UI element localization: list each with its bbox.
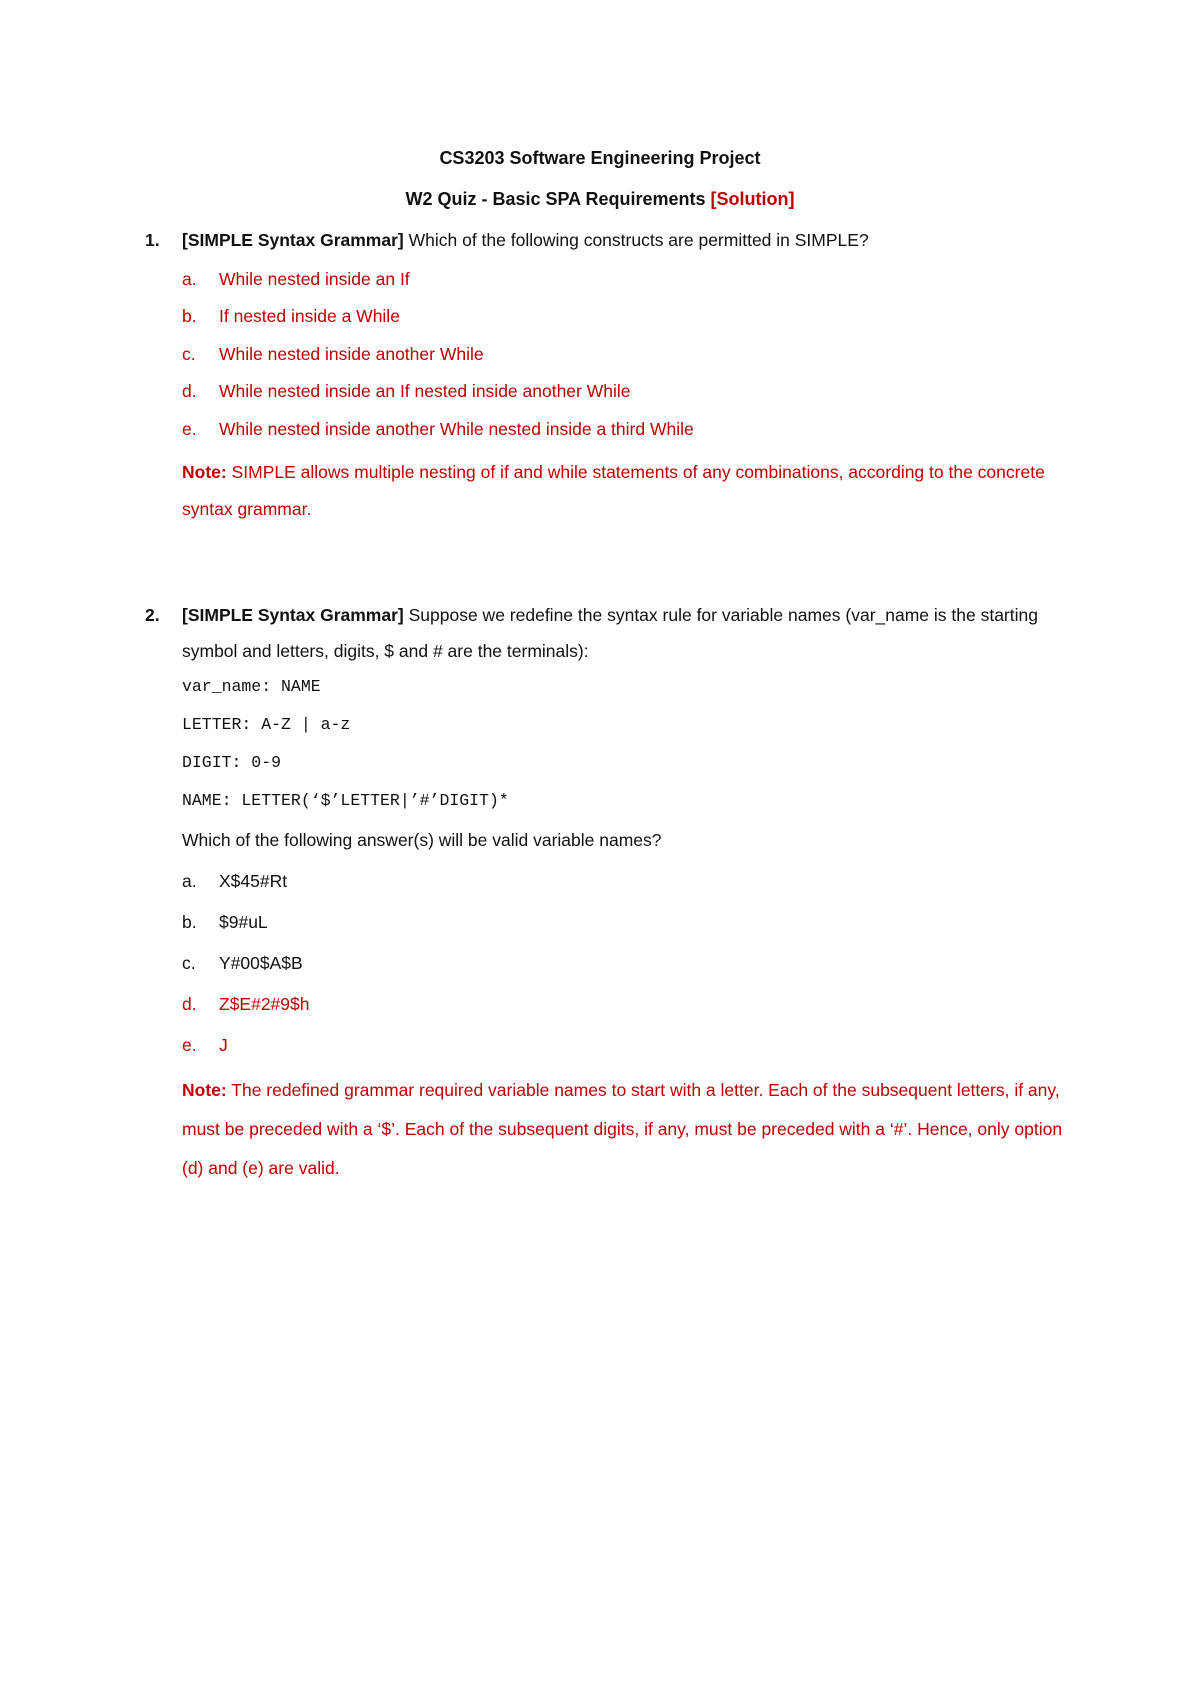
option-text: J: [219, 1035, 228, 1055]
option-a: [182, 264, 410, 294]
quiz-title-text: W2 Quiz - Basic SPA Requirements: [405, 189, 706, 209]
question-body: Which of the following constructs are permitted in SIMPLE?: [408, 230, 869, 250]
option-a: [182, 866, 287, 896]
answer-note: [182, 1071, 1082, 1188]
option-text: While nested inside an If: [219, 269, 410, 289]
quiz-title: [0, 189, 1200, 210]
question-prompt: Which of the following answer(s) will be valid variable names?: [182, 830, 662, 850]
option-text: While nested inside an If nested inside another While: [219, 381, 631, 401]
option-letter: c.: [182, 344, 196, 364]
option-letter: e.: [182, 1035, 197, 1055]
option-text: Z$E#2#9$h: [219, 994, 310, 1014]
note-label: Note:: [182, 462, 227, 482]
note-text: The redefined grammar required variable names to start with a letter. Each of the subsequent letters, if any, must be preceded with a ‘$’. Each of the subsequent digits, if any, must be preceded with a ‘#’. Hence, only option (d) and (e) are valid.: [182, 1080, 1063, 1178]
question-topic: [SIMPLE Syntax Grammar]: [182, 605, 404, 625]
course-title: CS3203 Software Engineering Project: [439, 148, 761, 168]
option-b: [182, 301, 400, 331]
option-letter: c.: [182, 953, 196, 973]
option-text: While nested inside another While: [219, 344, 484, 364]
grammar-line-1: var_name: NAME: [182, 677, 321, 696]
option-letter: d.: [182, 381, 197, 401]
question-topic: [SIMPLE Syntax Grammar]: [182, 230, 404, 250]
answer-note: [182, 454, 1082, 528]
option-letter: e.: [182, 419, 197, 439]
option-d: [182, 989, 310, 1019]
question-number: 1.: [145, 230, 160, 250]
option-d: [182, 376, 631, 406]
option-letter: a.: [182, 269, 197, 289]
option-letter: b.: [182, 912, 197, 932]
note-label: Note:: [182, 1080, 227, 1100]
option-text: X$45#Rt: [219, 871, 288, 891]
note-text: SIMPLE allows multiple nesting of if and while statements of any combinations, according to the concrete syntax grammar.: [182, 462, 1045, 519]
question-text: [182, 597, 1082, 669]
option-text: Y#00$A$B: [219, 953, 303, 973]
option-b: [182, 907, 268, 937]
option-text: While nested inside another While nested inside a third While: [219, 419, 694, 439]
option-text: If nested inside a While: [219, 306, 400, 326]
option-letter: b.: [182, 306, 197, 326]
option-letter: d.: [182, 994, 197, 1014]
grammar-line-4: NAME: LETTER(‘$’LETTER|’#’DIGIT)*: [182, 791, 509, 810]
option-e: [182, 414, 694, 444]
question-body: Suppose we redefine the syntax rule for variable names (var_name is the starting symbol and letters, digits, $ and # are the terminals):: [182, 605, 1038, 661]
grammar-line-3: DIGIT: 0-9: [182, 753, 282, 772]
option-text: $9#uL: [219, 912, 268, 932]
option-c: [182, 339, 484, 369]
grammar-line-2: LETTER: A-Z | a-z: [182, 715, 351, 734]
question-number: 2.: [145, 605, 160, 625]
option-letter: a.: [182, 871, 197, 891]
option-c: [182, 948, 303, 978]
solution-tag: [Solution]: [710, 189, 795, 209]
question-text: [182, 222, 1082, 258]
option-e: [182, 1030, 228, 1060]
